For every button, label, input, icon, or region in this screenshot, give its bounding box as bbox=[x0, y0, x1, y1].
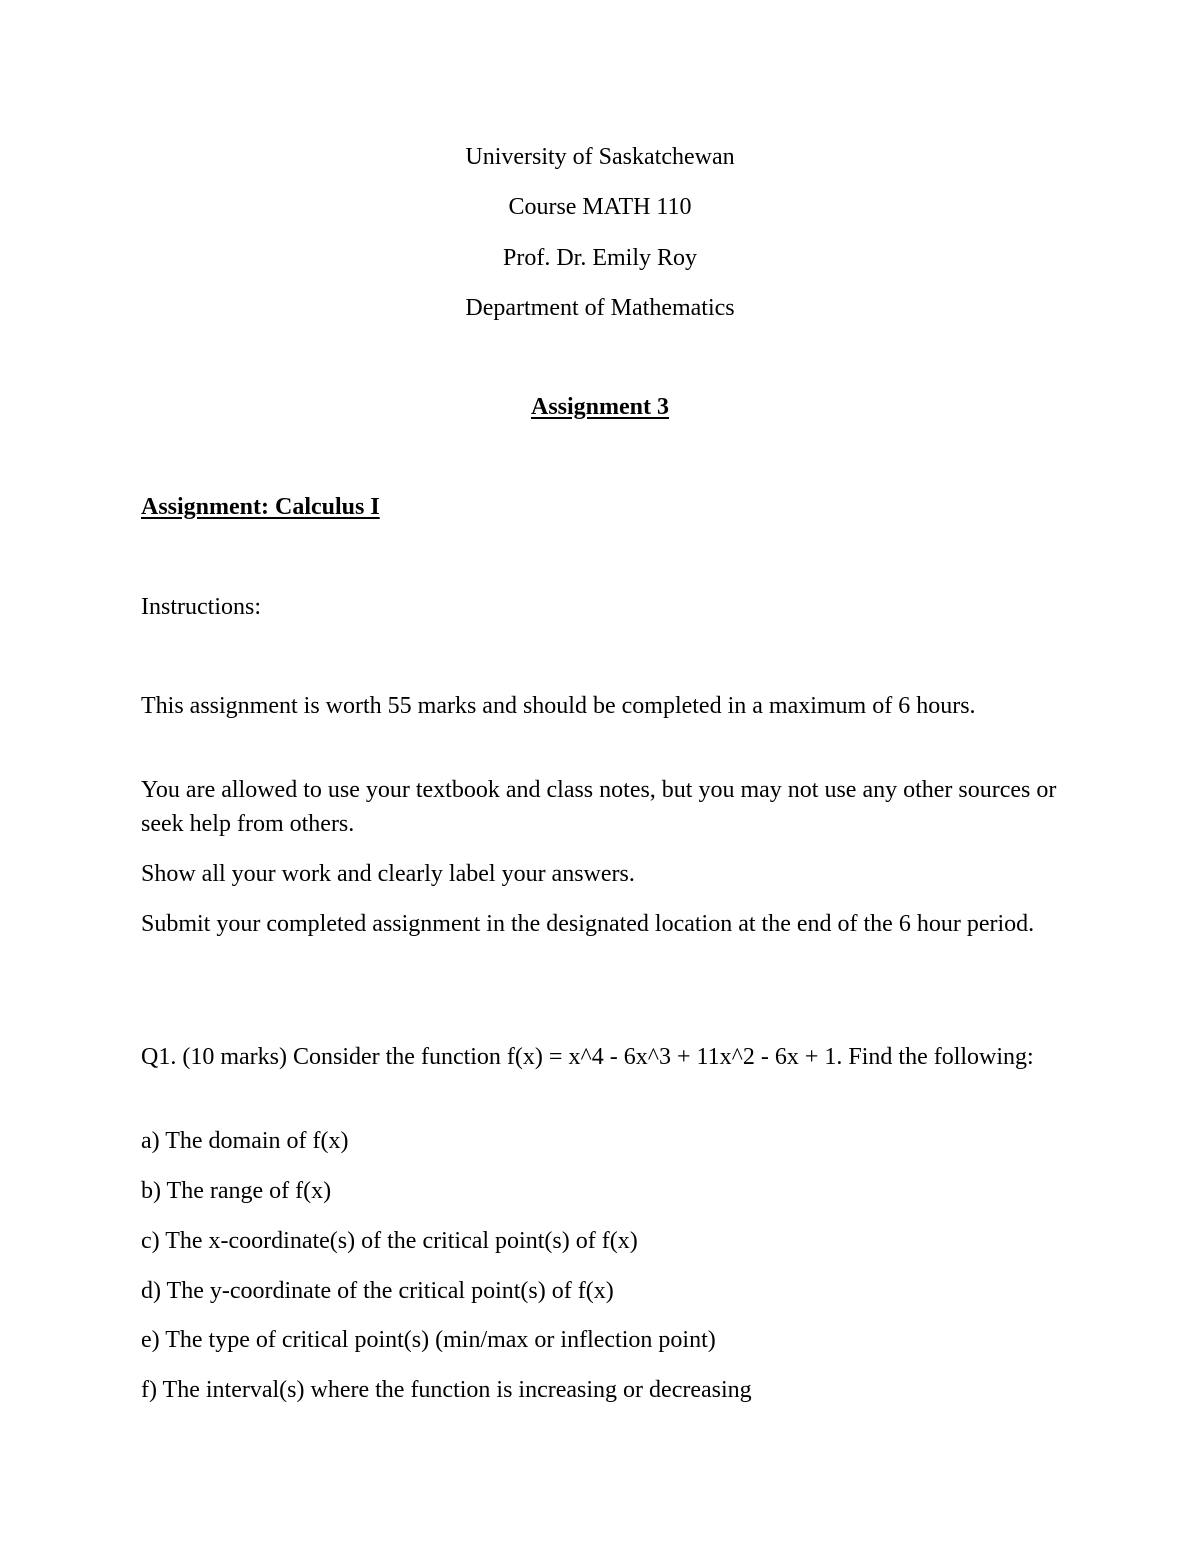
professor-name: Prof. Dr. Emily Roy bbox=[502, 245, 697, 271]
instruction-item: This assignment is worth 55 marks and should be completed in a maximum of 6 hours. bbox=[141, 693, 976, 719]
question-part: e) The type of critical point(s) (min/max or inflection point) bbox=[141, 1327, 716, 1353]
university-name: University of Saskatchewan bbox=[465, 144, 735, 170]
question-part: b) The range of f(x) bbox=[141, 1178, 332, 1204]
instruction-item: You are allowed to use your textbook and class notes, but you may not use any other sources or seek help from others. bbox=[141, 777, 1057, 837]
department-name: Department of Mathematics bbox=[465, 295, 735, 321]
instruction-item: Show all your work and clearly label your answers. bbox=[141, 861, 635, 887]
question-part: a) The domain of f(x) bbox=[141, 1128, 349, 1154]
assignment-title: Assignment 3 bbox=[530, 394, 669, 420]
course-code: Course MATH 110 bbox=[508, 194, 692, 220]
question-part: f) The interval(s) where the function is increasing or decreasing bbox=[141, 1377, 752, 1403]
instruction-item: Submit your completed assignment in the designated location at the end of the 6 hour period. bbox=[141, 911, 1035, 937]
question-prompt: Q1. (10 marks) Consider the function f(x) = x^4 - 6x^3 + 11x^2 - 6x + 1. Find the following: bbox=[141, 1044, 1034, 1070]
instructions-heading: Instructions: bbox=[141, 594, 261, 620]
question-part: d) The y-coordinate of the critical point(s) of f(x) bbox=[141, 1278, 614, 1304]
question-part: c) The x-coordinate(s) of the critical point(s) of f(x) bbox=[141, 1228, 638, 1254]
assignment-subtitle: Assignment: Calculus I bbox=[141, 494, 380, 520]
